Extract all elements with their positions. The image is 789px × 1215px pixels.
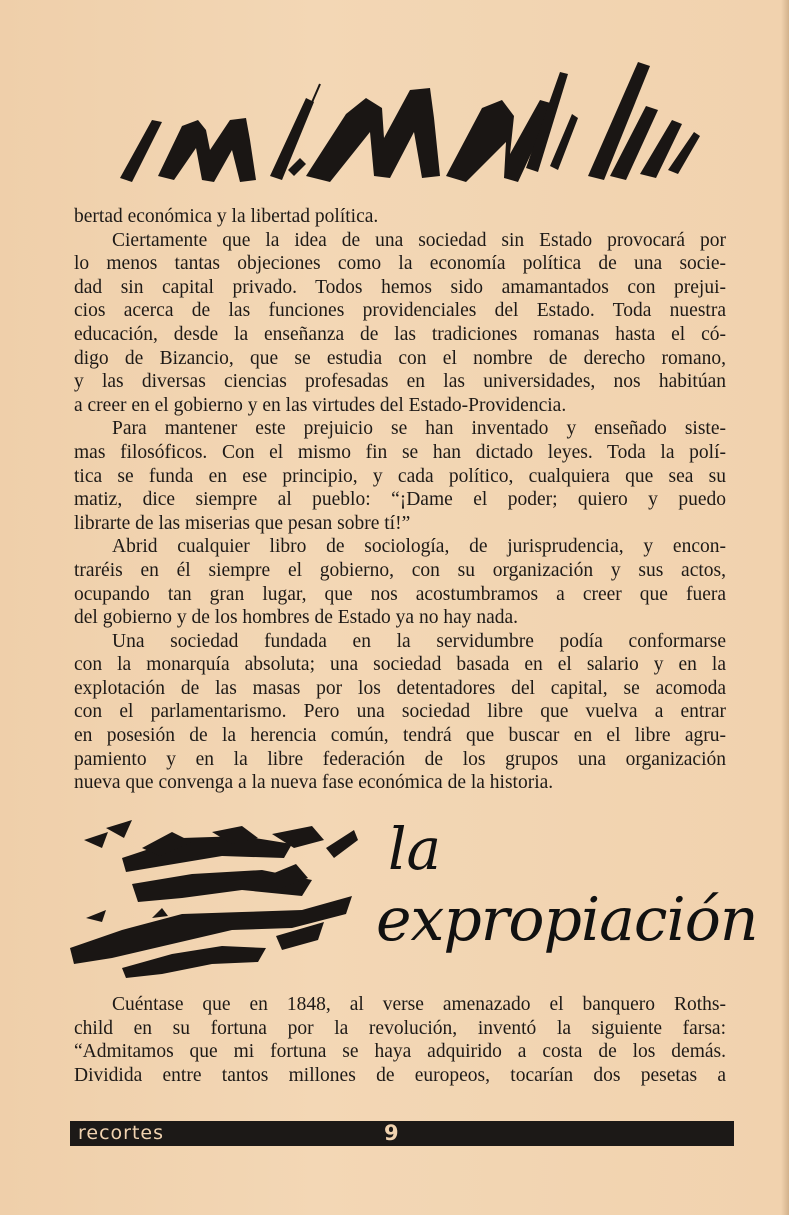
page-edge	[781, 0, 789, 1215]
paragraph-line: digo de Bizancio, que se estudia con el nombre de derecho romano,	[74, 347, 726, 369]
paragraph-line: Para mantener este prejuicio se han inventado y enseñado siste-	[112, 418, 726, 440]
paragraph-line: explotación de las masas por los detentadores del capital, se acomoda	[74, 677, 726, 699]
paragraph-line: con la monarquía absoluta; una sociedad basada en el salario y en la	[74, 654, 726, 676]
top-brush-illustration	[110, 58, 710, 193]
paragraph-line: traréis en él siempre el gobierno, con su organización y sus actos,	[74, 559, 726, 581]
paragraph-line: tica se funda en ese principio, y cada político, cualquiera que sea su	[74, 465, 726, 487]
article-text-bottom	[74, 993, 726, 1087]
paragraph-line: mas filosóficos. Con el mismo fin se han dictado leyes. Toda la polí-	[74, 441, 726, 463]
paragraph-line: y las diversas ciencias profesadas en las universidades, nos habitúan	[74, 371, 726, 393]
paragraph-line: child en su fortuna por la revolución, inventó la siguiente farsa:	[74, 1017, 726, 1039]
paragraph-line: a creer en el gobierno y en las virtudes del Estado-Providencia.	[74, 394, 567, 416]
paragraph-line: Cuéntase que en 1848, al verse amenazado el banquero Roths-	[112, 994, 726, 1015]
section-title-line2: expropiación	[376, 885, 758, 955]
paragraph-line: “Admitamos que mi fortuna se haya adquirido a costa de los demás.	[74, 1041, 726, 1063]
footer-bar	[70, 1121, 734, 1146]
paragraph-line: Una sociedad fundada en la servidumbre podía conformarse	[112, 630, 726, 652]
paragraph-line: dad sin capital privado. Todos hemos sido amamantados con prejui-	[74, 276, 726, 298]
paragraph-line: ocupando tan gran lugar, que nos acostumbramos a creer que fuera	[74, 583, 726, 605]
paragraph-line: Ciertamente que la idea de una sociedad sin Estado provocará por	[112, 229, 726, 251]
paragraph-line: en posesión de la herencia común, tendrá que buscar en el libre agru-	[74, 725, 726, 747]
paragraph-line: del gobierno y de los hombres de Estado ya no hay nada.	[74, 607, 519, 629]
section-brush-illustration	[62, 818, 362, 983]
paragraph-line: librarte de las miserias que pesan sobre tí!”	[74, 512, 411, 534]
paragraph-line: Abrid cualquier libro de sociología, de jurisprudencia, y encon-	[112, 536, 726, 558]
paragraph-line: pamiento y en la libre federación de los grupos una organización	[74, 748, 726, 770]
paragraph-line: con el parlamentarismo. Pero una sociedad libre que vuelva a entrar	[74, 701, 726, 723]
paragraph-line: matiz, dice siempre al pueblo: “¡Dame el poder; quiero y puedo	[74, 489, 726, 511]
paragraph-line: nueva que convenga a la nueva fase económica de la historia.	[74, 772, 554, 794]
article-text-top	[74, 205, 726, 795]
paragraph-line: Dividida entre tantos millones de europeos, tocarían dos pesetas a	[74, 1064, 726, 1086]
section-title-line1: la	[388, 815, 442, 883]
footer-publication-label: recortes	[78, 1122, 165, 1144]
page-number: 9	[384, 1121, 399, 1145]
paragraph-line: cios acerca de las funciones providenciales del Estado. Toda nuestra	[74, 300, 726, 322]
paragraph-line: bertad económica y la libertad política.	[74, 206, 379, 227]
paragraph-line: lo menos tantas objeciones como la economía política de una socie-	[74, 253, 726, 275]
paragraph-line: educación, desde la enseñanza de las tradiciones romanas hasta el có-	[74, 323, 726, 345]
